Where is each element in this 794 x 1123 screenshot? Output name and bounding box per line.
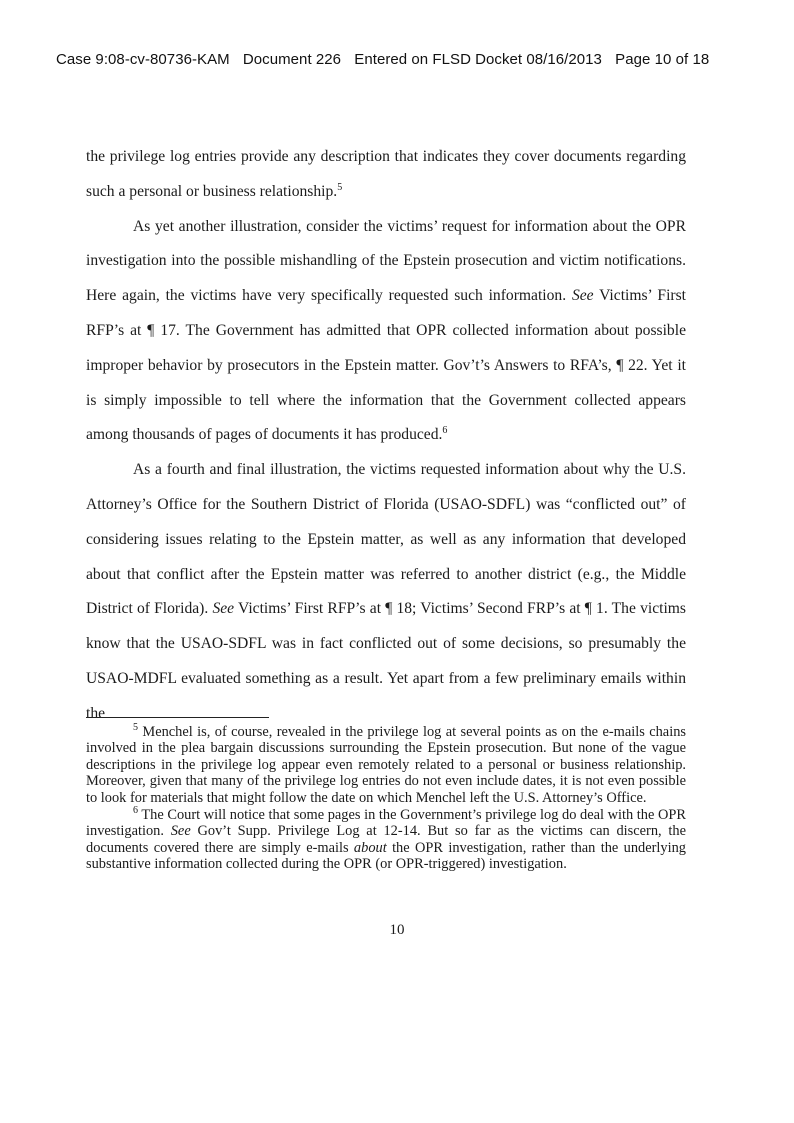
paragraph-conflict [86, 453, 686, 731]
entry-date: Entered on FLSD Docket 08/16/2013 [354, 51, 602, 68]
citation-signal: See [571, 287, 594, 305]
footnote-6 [86, 807, 686, 873]
paragraph-opr [86, 210, 686, 454]
citation-signal: See [170, 823, 191, 840]
paragraph-continued [86, 140, 686, 210]
footnote-divider [86, 717, 269, 718]
paragraph-text: the privilege log entries provide any description that indicates they cover documents regarding such a personal or business relationship. [86, 148, 686, 200]
docket-header [56, 51, 746, 68]
footnote-number: 5 [133, 722, 138, 733]
footnote-number: 6 [133, 805, 138, 817]
footnote-ref-6: 6 [442, 425, 448, 437]
paragraph-text: Victims’ First RFP’s at ¶ 17. The Government has admitted that OPR collected information about possible improper behavior by prosecutors in the Epstein matter. Gov’t’s Answers to RFA’s, ¶ 22. Yet it is simply impossible to tell where the information that the Government collected appears among thousands of pages of documents it has produced. [86, 287, 686, 444]
paragraph-text: Victims’ First RFP’s at ¶ 18; Victims’ Second FRP’s at ¶ 1. The victims know that the USAO-SDFL was in fact conflicted out of some decisions, so presumably the USAO-MDFL evaluated something as a result. Yet apart from a few preliminary emails within the [86, 600, 686, 722]
document-number: Document 226 [242, 51, 342, 68]
footnote-5 [86, 724, 686, 806]
citation-signal: See [212, 600, 235, 618]
paragraph-text: As yet another illustration, consider the victims’ request for information about the OPR investigation into the possible mishandling of the Epstein prosecution and victim notifications. Here again, the victims have very specifically requested such information. [86, 217, 686, 305]
emphasis: about [353, 839, 387, 856]
footnote-text: Gov’t Supp. Privilege Log at 12-14. But so far as the victims can discern, the documents covered there are simply e-mails [86, 823, 686, 856]
footnote-text: The Court will notice that some pages in the Government’s privilege log do deal with the OPR investigation. [86, 807, 686, 840]
paragraph-text: As a fourth and final illustration, the victims requested information about why the U.S. Attorney’s Office for the Southern District of Florida (USAO-SDFL) was “conflicted out” of considering issues relating to the Epstein matter, as well as any information that developed about that conflict after the Epstein matter was referred to another district (e.g., the Middle District of Florida). [86, 461, 686, 618]
footnote-ref-5: 5 [337, 181, 343, 193]
body-text [86, 140, 686, 732]
footnotes [86, 724, 686, 873]
page-count: Page 10 of 18 [615, 51, 710, 68]
footnote-text: the OPR investigation, rather than the underlying substantive information collected during the OPR (or OPR-triggered) investigation. [86, 839, 686, 873]
case-number: Case 9:08-cv-80736-KAM [56, 51, 230, 68]
page-number: 10 [389, 922, 405, 938]
footnote-text: Menchel is, of course, revealed in the privilege log at several points as on the e-mails chains involved in the plea bargain discussions surrounding the Epstein prosecution. But none of the vague descriptions in the privilege log appear even remotely related to a personal or business relationship. Moreover, given that many of the privilege log entries do not even include dates, it is not even possible to look for materials that might follow the date on which Menchel left the U.S. Attorney’s Office. [86, 724, 686, 806]
